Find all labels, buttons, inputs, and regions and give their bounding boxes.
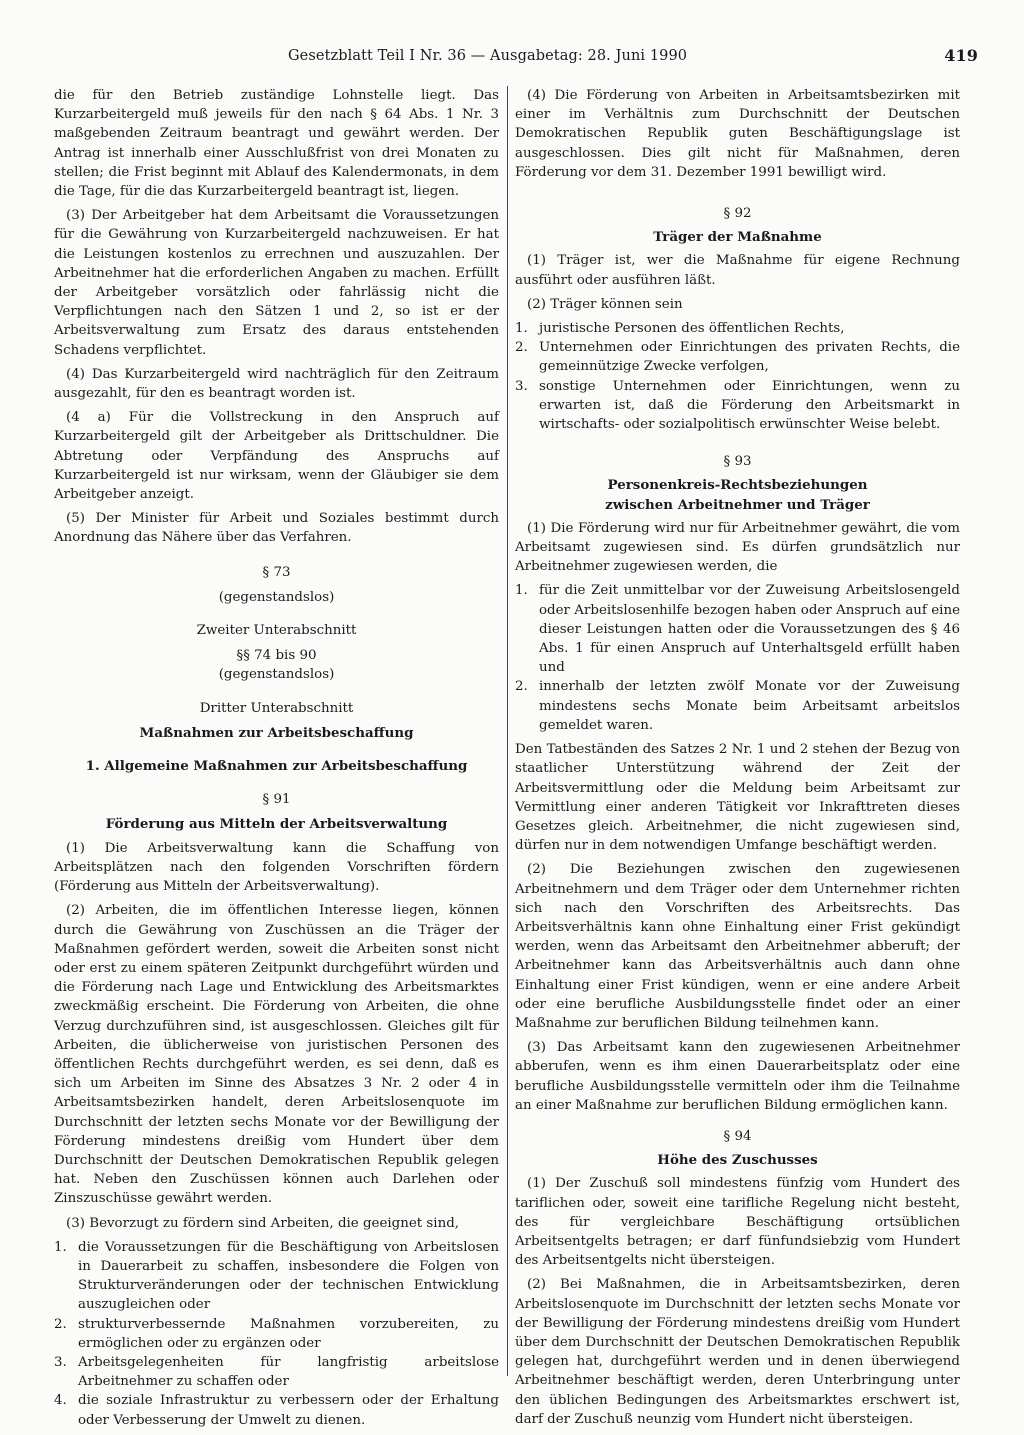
right-column <box>515 86 960 1434</box>
paragraph: (3) Der Arbeitgeber hat dem Arbeitsamt die Voraussetzungen für die Gewährung von Kurzarbeitergeld nachzuweisen. Er hat die Leistungen kostenlos zu errechnen und auszuzahlen. Der Arbeitnehmer hat die erforderlichen Angaben zu machen. Erfüllt der Arbeitgeber vorsätzlich oder fahrlässig nicht die Verpflichtungen nach den Sätzen 1 und 2, so ist er der Arbeitsverwaltung zum Ersatz des daraus entstehenden Schadens verpflichtet. <box>54 208 499 358</box>
subsection-title: Maßnahmen zur Arbeitsbeschaffung <box>139 724 414 741</box>
section-note: (gegenstandslos) <box>218 589 335 605</box>
list-item: 1. für die Zeit unmittelbar vor der Zuweisung Arbeitslosengeld oder Arbeitslosenhilfe bezogen haben oder Anspruch auf eine dieser Leistungen hatten oder die Voraussetzungen des § 46 Abs. 1 für einen Anspruch auf Unterhaltsgeld erfüllt haben und <box>515 583 960 676</box>
section-heading: § 73 <box>262 564 291 580</box>
column-divider <box>507 86 508 1376</box>
paragraph: (3) Das Arbeitsamt kann den zugewiesenen Arbeitnehmer abberufen, wenn es ihm einen Dauerarbeitsplatz oder eine berufliche Ausbildungsstelle vermitteln oder ihm die Teilnahme an einer Maßnahme zur beruflichen Bildung ermöglichen kann. <box>515 1040 960 1113</box>
list-item: 2. Unternehmen oder Einrichtungen des privaten Rechts, die gemeinnützige Zwecke verfolgen, <box>515 340 960 375</box>
paragraph: (5) Der Minister für Arbeit und Soziales bestimmt durch Anordnung das Nähere über das Verfahren. <box>54 511 499 546</box>
paragraph: (2) Arbeiten, die im öffentlichen Interesse liegen, können durch die Gewährung von Zuschüssen an die Träger der Maßnahmen gefördert werden, soweit die Arbeiten sonst nicht oder erst zu einem späteren Zeitpunkt durchgeführt würden und die Förderung nach Lage und Entwicklung des Arbeitsmarktes zweckmäßig erscheint. Die Förderung von Arbeiten, die ohne Verzug durchzuführen sind, ist ausgeschlossen. Gleiches gilt für Arbeiten, die üblicherweise von juristischen Personen des öffentlichen Rechts durchgeführt werden, es sei denn, daß es sich um Arbeiten im Sinne des Absatzes 3 Nr. 2 oder 4 in Arbeitsamtsbezirken handelt, deren Arbeitslosenquote im Durchschnitt der letzten sechs Monate vor der Bewilligung der Förderung mindestens dreißig vom Hundert über dem Durchschnitt der Deutschen Demokratischen Republik gelegen hat. Neben den Zuschüssen können auch Darlehen oder Zinszuschüsse gewährt werden. <box>54 903 499 1207</box>
numbered-list <box>54 1238 499 1430</box>
paragraph: (2) Die Beziehungen zwischen den zugewiesenen Arbeitnehmern und dem Träger oder dem Unternehmer richten sich nach den Vorschriften des Arbeitsrechts. Das Arbeitsverhältnis kann ohne Einhaltung einer Frist gekündigt werden, wenn das Arbeitsamt den Arbeitnehmer abberuft; der Arbeitnehmer kann das Arbeitsverhältnis auch dann ohne Einhaltung einer Frist kündigen, wenn er eine andere Arbeit oder eine berufliche Ausbildungsstelle findet oder an einer Maßnahme zur beruflichen Bildung teilnehmen kann. <box>515 862 960 1031</box>
page-header <box>54 44 978 70</box>
list-item: 3. Arbeitsgelegenheiten für langfristig arbeitslose Arbeitnehmer zu schaffen oder <box>54 1354 499 1390</box>
paragraph: (4) Die Förderung von Arbeiten in Arbeitsamtsbezirken mit einer im Verhältnis zum Durchschnitt der Deutschen Demokratischen Republik guten Beschäftigungslage ist ausgeschlossen. Dies gilt nicht für Maßnahmen, deren Förderung vor dem 31. Dezember 1991 bewilligt wird. <box>515 88 960 180</box>
gazette-title: Gesetzblatt Teil I Nr. 36 — Ausgabetag: 28. Juni 1990 <box>288 48 688 64</box>
paragraph: (4) Das Kurzarbeitergeld wird nachträglich für den Zeitraum ausgezahlt, für den es beantragt worden ist. <box>54 366 499 402</box>
section-title: Höhe des Zuschusses <box>657 1152 818 1169</box>
section-heading: § 94 <box>723 1128 752 1144</box>
list-item: 1. die Voraussetzungen für die Beschäftigung von Arbeitslosen in Dauerarbeit zu schaffen, insbesondere die Folgen von Strukturveränderungen oder der technischen Entwicklung auszugleichen oder <box>54 1239 499 1313</box>
paragraph: Den Tatbeständen des Satzes 2 Nr. 1 und 2 stehen der Bezug von staatlicher Unterstützung während der Zeit der Arbeitsvermittlung oder die Meldung beim Arbeitsamt zur Vermittlung einer anderen Tätigkeit vor Inkrafttreten dieses Gesetzes gleich. Arbeitnehmer, die nicht zugewiesen sind, dürfen nur in dem notwendigen Umfange beschäftigt werden. <box>515 742 960 854</box>
section-heading: § 93 <box>723 454 752 470</box>
paragraph: (4 a) Für die Vollstreckung in den Anspruch auf Kurzarbeitergeld gilt der Arbeitgeber als Drittschuldner. Die Abtretung oder Verpfändung des Anspruchs auf Kurzarbeitergeld ist nur wirksam, wenn der Gläubiger sie dem Arbeitgeber anzeigt. <box>54 410 499 503</box>
paragraph: (2) Träger können sein <box>527 296 683 312</box>
paragraph: (1) Die Förderung wird nur für Arbeitnehmer gewährt, die vom Arbeitsamt zugewiesen sind. Es dürfen grundsätzlich nur Arbeitnehmer zugewiesen werden, die <box>515 520 960 575</box>
section-heading: § 92 <box>723 206 752 222</box>
list-item: 2. strukturverbessernde Maßnahmen vorzubereiten, zu ermöglichen oder zu ergänzen oder <box>54 1316 499 1351</box>
paragraph: (1) Träger ist, wer die Maßnahme für eigene Rechnung ausführt oder ausführen läßt. <box>515 253 960 288</box>
list-item: 2. innerhalb der letzten zwölf Monate vor der Zuweisung mindestens sechs Monate beim Arbeitsamt arbeitslos gemeldet waren. <box>515 679 960 733</box>
paragraph: die für den Betrieb zuständige Lohnstelle liegt. Das Kurzarbeitergeld muß jeweils für den nach § 64 Abs. 1 Nr. 3 maßgebenden Zeitraum beantragt und gewährt werden. Der Antrag ist innerhalb einer Ausschlußfrist von drei Monaten zu stellen; die Frist beginnt mit Ablauf des Kalendermonats, in dem die Tage, für die das Kurzarbeitergeld beantragt ist, liegen. <box>54 88 499 200</box>
subsection-heading: Dritter Unterabschnitt <box>199 700 354 716</box>
section-note: (gegenstandslos) <box>218 667 335 683</box>
paragraph: (1) Der Zuschuß soll mindestens fünfzig vom Hundert des tariflichen oder, soweit eine tarifliche Regelung nicht besteht, des für vergleichbare Beschäftigung ortsüblichen Arbeitsentgelts betragen; er darf fünfundsiebzig vom Hundert des Arbeitsentgelts nicht übersteigen. <box>515 1176 960 1269</box>
list-item: 3. sonstige Unternehmen oder Einrichtungen, wenn zu erwarten ist, daß die Förderung den Arbeitsmarkt in wirtschafts- oder sozialpolitisch erwünschter Weise belebt. <box>515 378 960 433</box>
page-number: 419 <box>944 46 978 65</box>
paragraph: (3) Bevorzugt zu fördern sind Arbeiten, die geeignet sind, <box>66 1215 460 1231</box>
list-item: 4. die soziale Infrastruktur zu verbessern oder der Erhaltung oder Verbesserung der Umwelt zu dienen. <box>54 1393 499 1428</box>
paragraph: (2) Bei Maßnahmen, die in Arbeitsamtsbezirken, deren Arbeitslosenquote im Durchschnitt der letzten sechs Monate vor der Bewilligung der Förderung mindestens dreißig vom Hundert über dem Durchschnitt der Deutschen Demokratischen Republik gelegen hat, durchgeführt werden und in denen überwiegend Arbeitnehmer beschäftigt werden, deren Unterbringung unter den üblichen Bedingungen des Arbeitsmarktes erschwert ist, darf der Zuschuß neunzig vom Hundert nicht übersteigen. <box>515 1277 960 1427</box>
section-title: Personenkreis-Rechtsbeziehungen zwischen Arbeitnehmer und Träger <box>605 477 870 513</box>
part-title: 1. Allgemeine Maßnahmen zur Arbeitsbeschaffung <box>85 758 468 775</box>
left-column <box>54 86 499 1435</box>
numbered-list <box>515 581 960 735</box>
section-heading: §§ 74 bis 90 <box>236 648 317 664</box>
subsection-heading: Zweiter Unterabschnitt <box>196 623 357 639</box>
section-title: Träger der Maßnahme <box>653 229 822 246</box>
paragraph: (1) Die Arbeitsverwaltung kann die Schaffung von Arbeitsplätzen nach den folgenden Vorschriften fördern (Förderung aus Mitteln der Arbeitsverwaltung). <box>54 840 499 895</box>
list-item: 1. juristische Personen des öffentlichen Rechts, <box>515 321 845 337</box>
numbered-list <box>515 319 960 434</box>
section-title: Förderung aus Mitteln der Arbeitsverwaltung <box>105 815 448 832</box>
section-heading: § 91 <box>262 792 291 808</box>
